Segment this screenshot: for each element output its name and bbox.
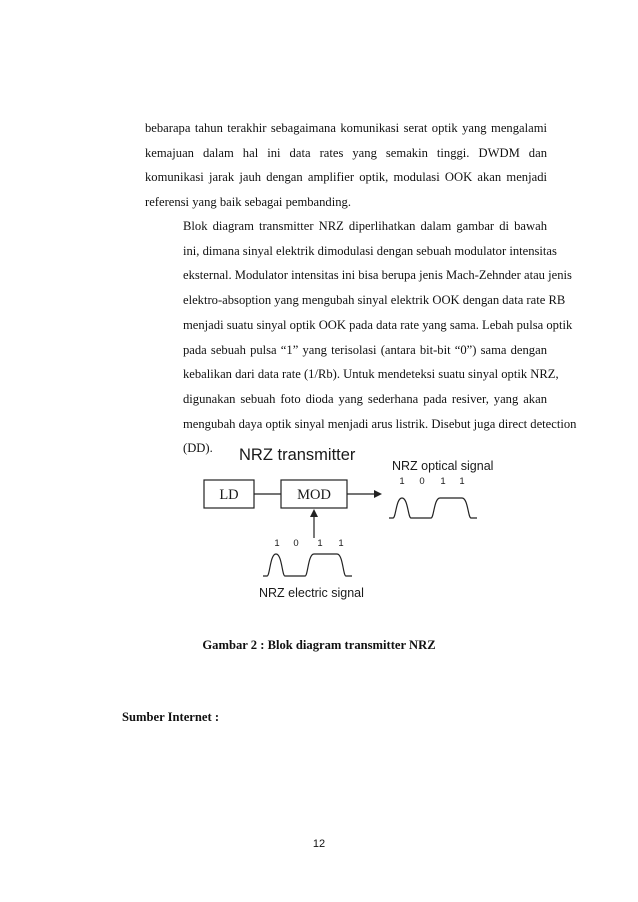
paragraph-line: digunakan sebuah foto dioda yang sederhana pada resiver, yang akan <box>183 391 547 406</box>
paragraph-line: pada sebuah pulsa “1” yang terisolasi (antara bit-bit “0”) sama dengan <box>183 342 547 357</box>
page-number: 12 <box>312 838 326 850</box>
input-arrowhead <box>310 509 318 517</box>
paragraph-line: mengubah daya optik sinyal menjadi arus listrik. Disebut juga direct detection <box>183 416 577 431</box>
source-heading: Sumber Internet : <box>122 710 220 724</box>
paragraph-line: Blok diagram transmitter NRZ diperlihatkan dalam gambar di bawah <box>183 219 547 233</box>
paragraph-line: (DD). <box>183 441 213 456</box>
paragraph-line: bebarapa tahun terakhir sebagaimana komunikasi serat optik yang mengalami <box>145 121 547 135</box>
figure-caption: Gambar 2 : Blok diagram transmitter NRZ <box>202 638 436 652</box>
output-arrowhead <box>374 490 382 498</box>
electric-bit: 1 <box>317 538 323 549</box>
optical-bit: 1 <box>399 476 405 487</box>
diagram-title: NRZ transmitter <box>239 446 356 464</box>
paragraph-line: menjadi suatu sinyal optik OOK pada data rate yang sama. Lebah pulsa optik <box>183 317 573 332</box>
paragraph-line: ini, dimana sinyal elektrik dimodulasi dengan sebuah modulator intensitas <box>183 243 557 258</box>
paragraph-line: referensi yang baik sebagai pembanding. <box>145 195 351 210</box>
electric-waveform <box>263 554 352 576</box>
paragraph-line: kemajuan dalam hal ini data rates yang semakin tinggi. DWDM dan <box>145 145 547 160</box>
electric-bit: 0 <box>293 538 299 549</box>
paragraph-line: eksternal. Modulator intensitas ini bisa berupa jenis Mach-Zehnder atau jenis <box>183 268 572 283</box>
ld-label: LD <box>219 487 239 503</box>
optical-waveform <box>389 498 477 518</box>
optical-bit: 1 <box>459 476 465 487</box>
paragraph-nrz-description <box>145 214 577 461</box>
electric-signal-label: NRZ electric signal <box>259 586 364 600</box>
paragraph-line: kebalikan dari data rate (1/Rb). Untuk mendeteksi suatu sinyal optik NRZ, <box>183 367 559 382</box>
optical-bit: 0 <box>419 476 425 487</box>
electric-bit: 1 <box>338 538 344 549</box>
mod-label: MOD <box>297 487 331 503</box>
electric-bit: 1 <box>274 538 280 549</box>
paragraph-line: elektro-absoption yang mengubah sinyal elektrik OOK dengan data rate RB <box>183 293 566 308</box>
paragraph-line: komunikasi jarak jauh dengan amplifier optik, modulasi OOK akan menjadi <box>145 170 547 185</box>
optical-bit: 1 <box>440 476 446 487</box>
paragraph-intro <box>145 116 547 215</box>
optical-signal-label: NRZ optical signal <box>392 459 494 473</box>
nrz-transmitter-diagram <box>195 440 525 608</box>
